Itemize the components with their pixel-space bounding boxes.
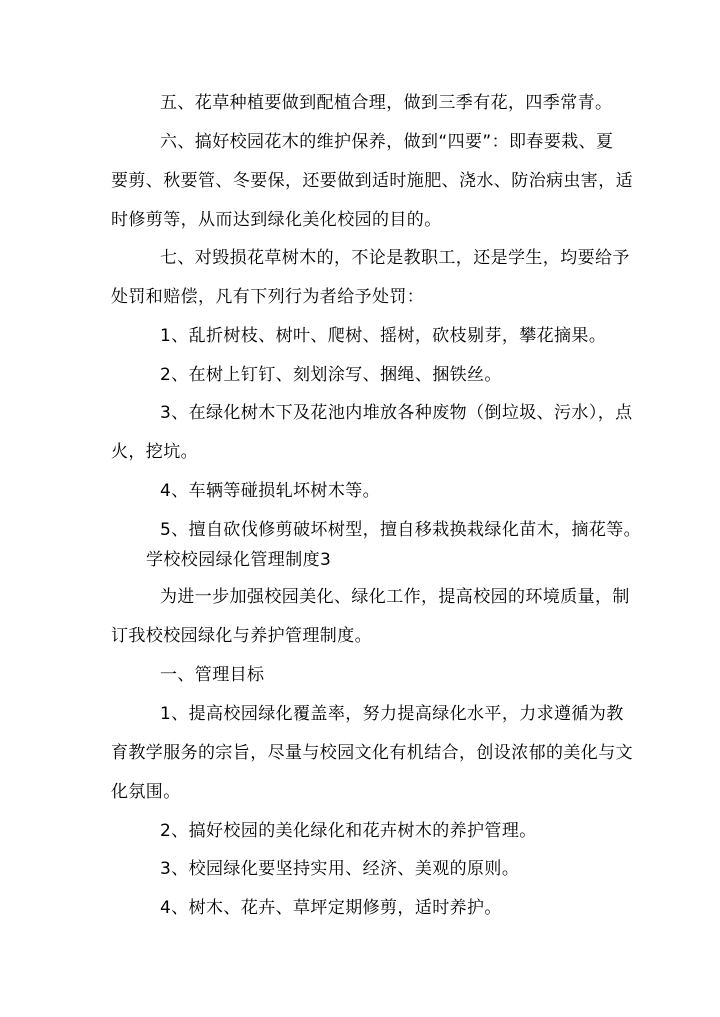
list-item: 4、树木、花卉、草坪定期修剪，适时养护。	[160, 898, 502, 918]
paragraph-line: 七、对毁损花草树木的，不论是教职工，还是学生，均要给予	[160, 248, 630, 268]
list-item: 3、校园绿化要坚持实用、经济、美观的原则。	[160, 859, 520, 879]
paragraph-line: 五、花草种植要做到配植合理，做到三季有花，四季常青。	[160, 93, 613, 113]
paragraph-line: 六、搞好校园花木的维护保养，做到“四要”：即春要栽、夏	[160, 132, 614, 152]
list-item: 1、提高校园绿化覆盖率，努力提高绿化水平，力求遵循为教	[160, 704, 624, 724]
section-heading: 学校校园绿化管理制度3	[146, 550, 332, 570]
paragraph-line: 为进一步加强校园美化、绿化工作，提高校园的环境质量，制	[160, 587, 630, 607]
paragraph-line: 处罚和赔偿，凡有下列行为者给予处罚：	[111, 287, 425, 307]
paragraph-line: 时修剪等，从而达到绿化美化校园的目的。	[111, 210, 442, 230]
subheading: 一、管理目标	[160, 665, 265, 685]
list-item: 5、擅自砍伐修剪破坏树型，擅自移栽换栽绿化苗木，摘花等。	[160, 520, 642, 540]
list-item: 育教学服务的宗旨，尽量与校园文化有机结合，创设浓郁的美化与文	[111, 743, 633, 763]
list-item: 3、在绿化树木下及花池内堆放各种废物（倒垃圾、污水），点	[160, 403, 633, 423]
list-item: 2、在树上钉钉、刻划涂写、捆绳、捆铁丝。	[160, 365, 502, 385]
paragraph-line: 要剪、秋要管、冬要保，还要做到适时施肥、浇水、防治病虫害，适	[111, 171, 633, 191]
paragraph-line: 订我校校园绿化与养护管理制度。	[111, 626, 372, 646]
list-item: 4、车辆等碰损轧坏树木等。	[160, 481, 381, 501]
list-item: 1、乱折树枝、树叶、爬树、摇树，砍枝剔芽，攀花摘果。	[160, 326, 607, 346]
list-item: 火，挖坑。	[111, 442, 198, 462]
list-item: 2、搞好校园的美化绿化和花卉树木的养护管理。	[160, 821, 537, 841]
list-item: 化氛围。	[111, 782, 181, 802]
